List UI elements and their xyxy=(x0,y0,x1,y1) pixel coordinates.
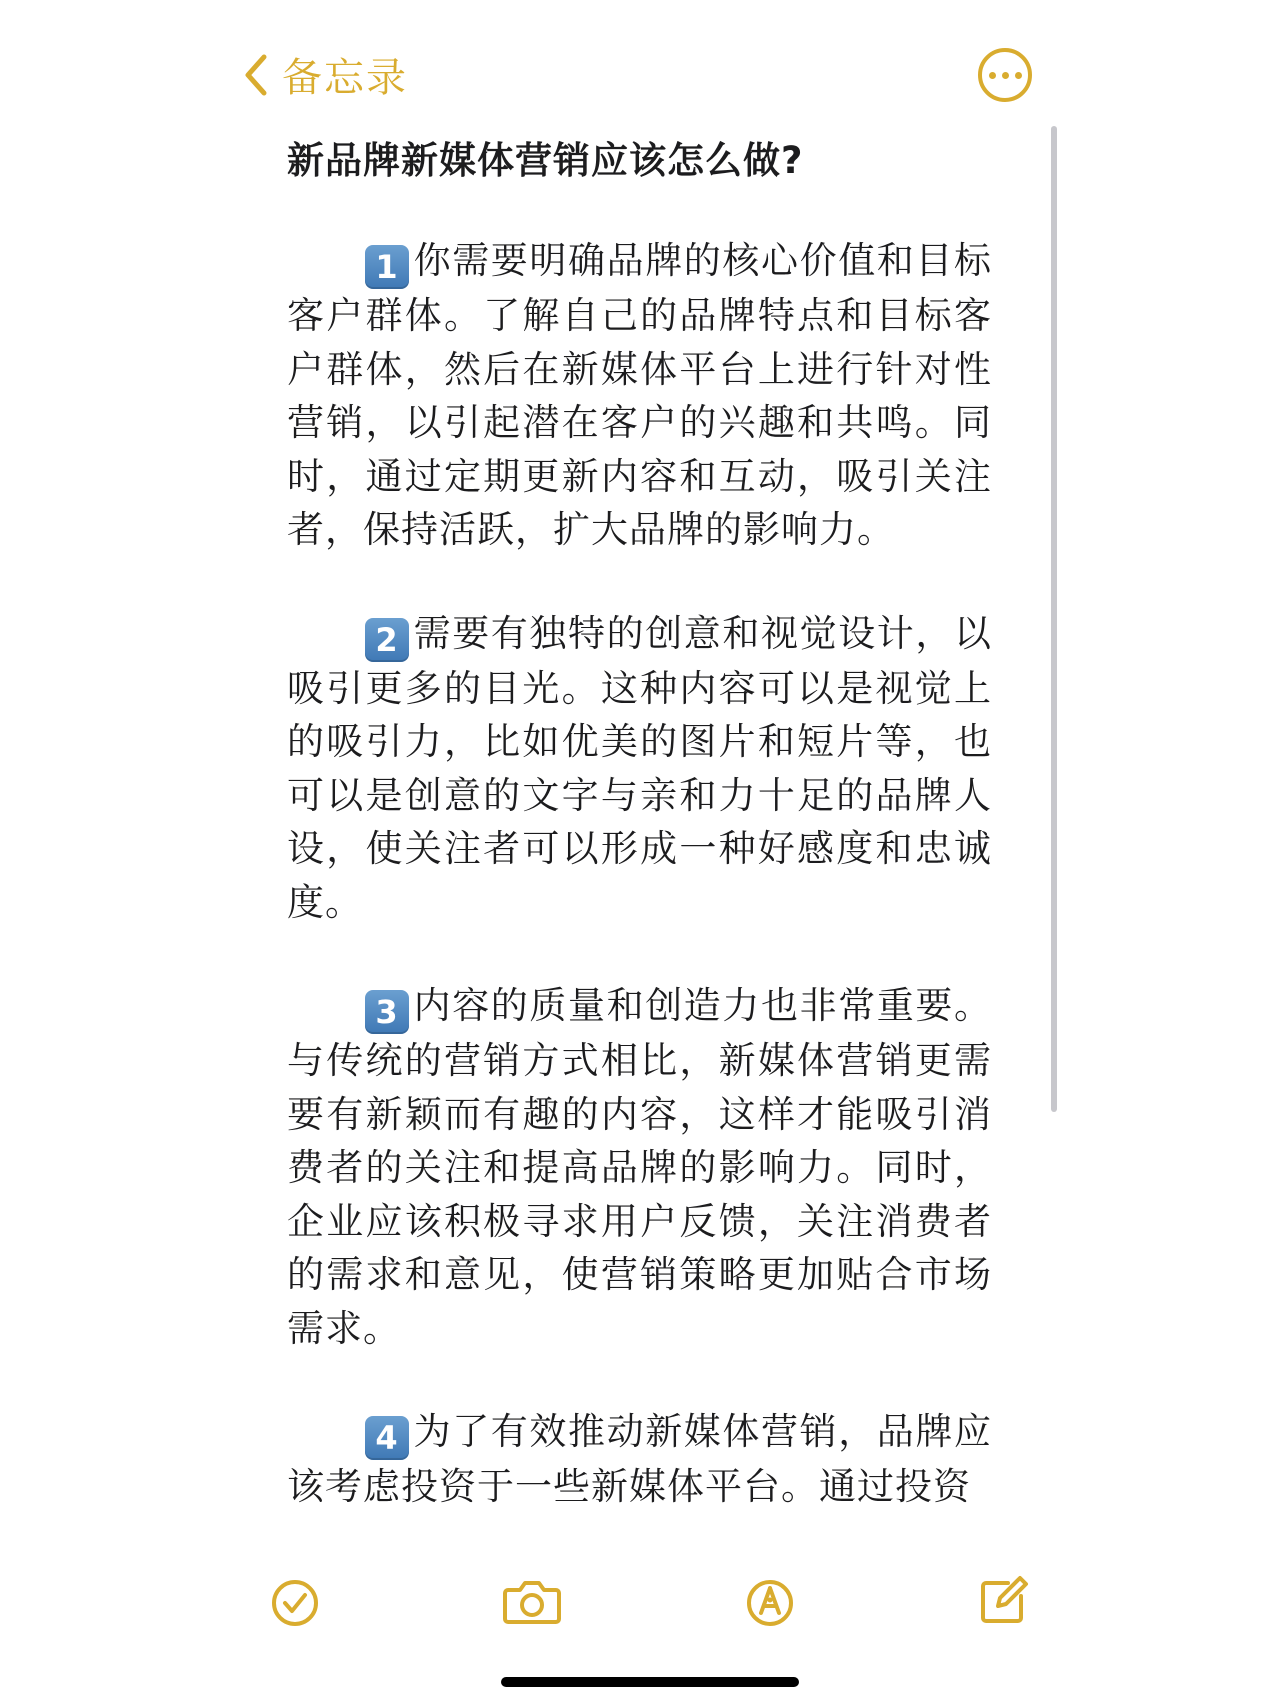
number-badge-icon: 4 xyxy=(365,1416,409,1460)
paragraph-text: 为了有效推动新媒体营销，品牌应该考虑投资于一些新媒体平台。通过投资 xyxy=(287,1410,992,1508)
back-label: 备忘录 xyxy=(282,55,408,101)
note-paragraph xyxy=(287,979,992,1355)
compose-icon xyxy=(978,1574,1030,1626)
checkmark-circle-icon xyxy=(270,1578,320,1628)
number-badge-icon: 3 xyxy=(365,990,409,1034)
pen-tip-circle-icon xyxy=(745,1578,795,1628)
compose-button[interactable] xyxy=(978,1574,1030,1626)
number-badge-icon: 1 xyxy=(365,245,409,289)
note-paragraph xyxy=(287,234,992,557)
paragraph-text: 你需要明确品牌的核心价值和目标客户群体。了解自己的品牌特点和目标客户群体，然后在新媒体平台上进行针对性营销，以引起潜在客户的兴趣和共鸣。同时，通过定期更新内容和互动，吸引关注者，保持活跃，扩大品牌的影响力。 xyxy=(287,239,992,551)
back-button[interactable] xyxy=(244,46,408,103)
ellipsis-dot xyxy=(1002,72,1009,79)
camera-icon xyxy=(502,1576,562,1626)
note-body[interactable] xyxy=(287,132,992,1552)
home-indicator[interactable] xyxy=(501,1677,799,1687)
bottom-toolbar xyxy=(0,1578,1280,1638)
camera-button[interactable] xyxy=(502,1576,562,1626)
ellipsis-icon xyxy=(989,72,996,79)
checklist-button[interactable] xyxy=(270,1578,320,1628)
more-options-button[interactable] xyxy=(978,48,1032,102)
note-paragraph xyxy=(287,1405,992,1514)
paragraph-text: 内容的质量和创造力也非常重要。与传统的营销方式相比，新媒体营销更需要有新颖而有趣的内容，这样才能吸引消费者的关注和提高品牌的影响力。同时，企业应该积极寻求用户反馈，关注消费者的需求和意见，使营销策略更加贴合市场需求。 xyxy=(287,984,992,1350)
number-badge-icon: 2 xyxy=(365,618,409,662)
note-title: 新品牌新媒体营销应该怎么做? xyxy=(287,139,804,182)
note-paragraph xyxy=(287,607,992,930)
ellipsis-dot xyxy=(1015,72,1022,79)
chevron-left-icon xyxy=(244,53,268,97)
markup-button[interactable] xyxy=(745,1578,795,1628)
paragraph-text: 需要有独特的创意和视觉设计，以吸引更多的目光。这种内容可以是视觉上的吸引力，比如优美的图片和短片等，也可以是创意的文字与亲和力十足的品牌人设，使关注者可以形成一种好感度和忠诚度。 xyxy=(287,611,992,924)
scrollbar[interactable] xyxy=(1051,126,1057,1112)
